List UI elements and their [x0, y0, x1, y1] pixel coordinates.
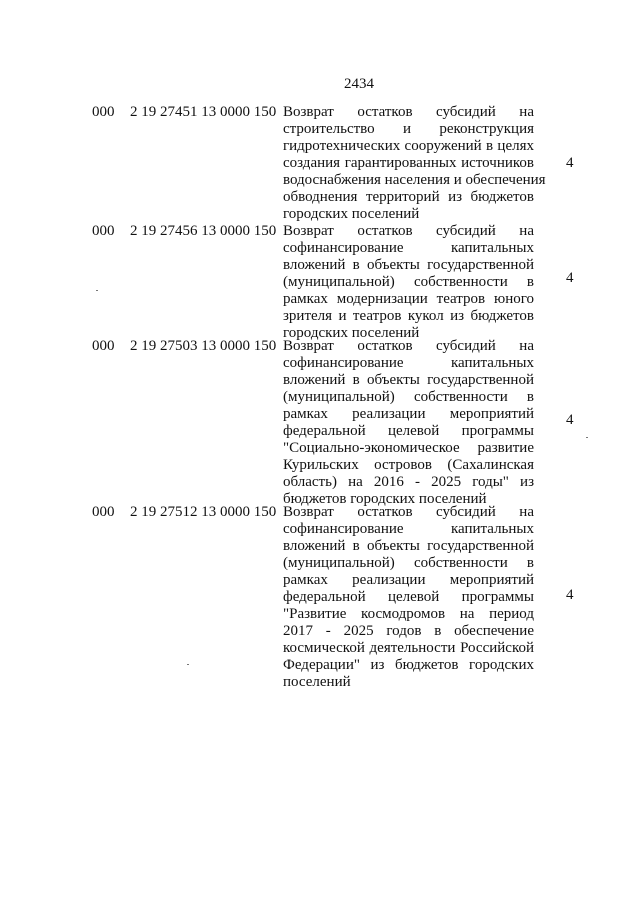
description-line: "Развитие космодромов на период — [283, 606, 534, 622]
description-line: космической деятельности Российской — [283, 640, 534, 656]
description-line: софинансирование капитальных — [283, 355, 534, 371]
description-line: федеральной целевой программы — [283, 589, 534, 605]
description-line: (муниципальной) собственности в — [283, 555, 534, 571]
budget-code: 2 19 27456 13 0000 150 — [130, 223, 277, 239]
description-line: вложений в объекты государственной — [283, 372, 534, 388]
description-line: создания гарантированных источников — [283, 155, 534, 171]
row-description — [283, 338, 534, 508]
description-line: "Социально-экономическое развитие — [283, 440, 534, 456]
description-line: городских поселений — [283, 325, 420, 341]
description-line: софинансирование капитальных — [283, 240, 534, 256]
norm-value: 4 — [566, 270, 574, 286]
description-line: вложений в объекты государственной — [283, 538, 534, 554]
description-line: Курильских островов (Сахалинская — [283, 457, 534, 473]
description-line: рамках реализации мероприятий — [283, 406, 534, 422]
description-line: софинансирование капитальных — [283, 521, 534, 537]
description-line: зрителя и театров кукол из бюджетов — [283, 308, 534, 324]
description-line: Возврат остатков субсидий на — [283, 223, 534, 239]
description-line: Возврат остатков субсидий на — [283, 104, 534, 120]
description-line: Федерации" из бюджетов городских — [283, 657, 534, 673]
admin-code: 000 — [92, 223, 115, 239]
description-line: Возврат остатков субсидий на — [283, 338, 534, 354]
description-line: гидротехнических сооружений в целях — [283, 138, 534, 154]
description-line: Возврат остатков субсидий на — [283, 504, 534, 520]
description-line: (муниципальной) собственности в — [283, 274, 534, 290]
norm-value: 4 — [566, 412, 574, 428]
description-line: водоснабжения населения и обеспечения — [283, 172, 546, 188]
description-line: бюджетов городских поселений — [283, 491, 487, 507]
admin-code: 000 — [92, 504, 115, 520]
scan-speck — [187, 664, 189, 665]
norm-value: 4 — [566, 587, 574, 603]
description-line: вложений в объекты государственной — [283, 257, 534, 273]
budget-code: 2 19 27451 13 0000 150 — [130, 104, 277, 120]
budget-code: 2 19 27512 13 0000 150 — [130, 504, 277, 520]
row-description — [283, 223, 534, 342]
admin-code: 000 — [92, 338, 115, 354]
scan-speck — [96, 290, 98, 291]
description-line: рамках модернизации театров юного — [283, 291, 534, 307]
scan-speck — [586, 437, 588, 438]
row-description — [283, 504, 534, 691]
description-line: обводнения территорий из бюджетов — [283, 189, 534, 205]
norm-value: 4 — [566, 155, 574, 171]
description-line: рамках реализации мероприятий — [283, 572, 534, 588]
row-description — [283, 104, 546, 223]
description-line: (муниципальной) собственности в — [283, 389, 534, 405]
budget-code: 2 19 27503 13 0000 150 — [130, 338, 277, 354]
page-number: 2434 — [344, 76, 374, 92]
description-line: федеральной целевой программы — [283, 423, 534, 439]
admin-code: 000 — [92, 104, 115, 120]
description-line: поселений — [283, 674, 351, 690]
description-line: 2017 - 2025 годов в обеспечение — [283, 623, 534, 639]
description-line: область) на 2016 - 2025 годы" из — [283, 474, 534, 490]
description-line: строительство и реконструкция — [283, 121, 534, 137]
description-line: городских поселений — [283, 206, 420, 222]
